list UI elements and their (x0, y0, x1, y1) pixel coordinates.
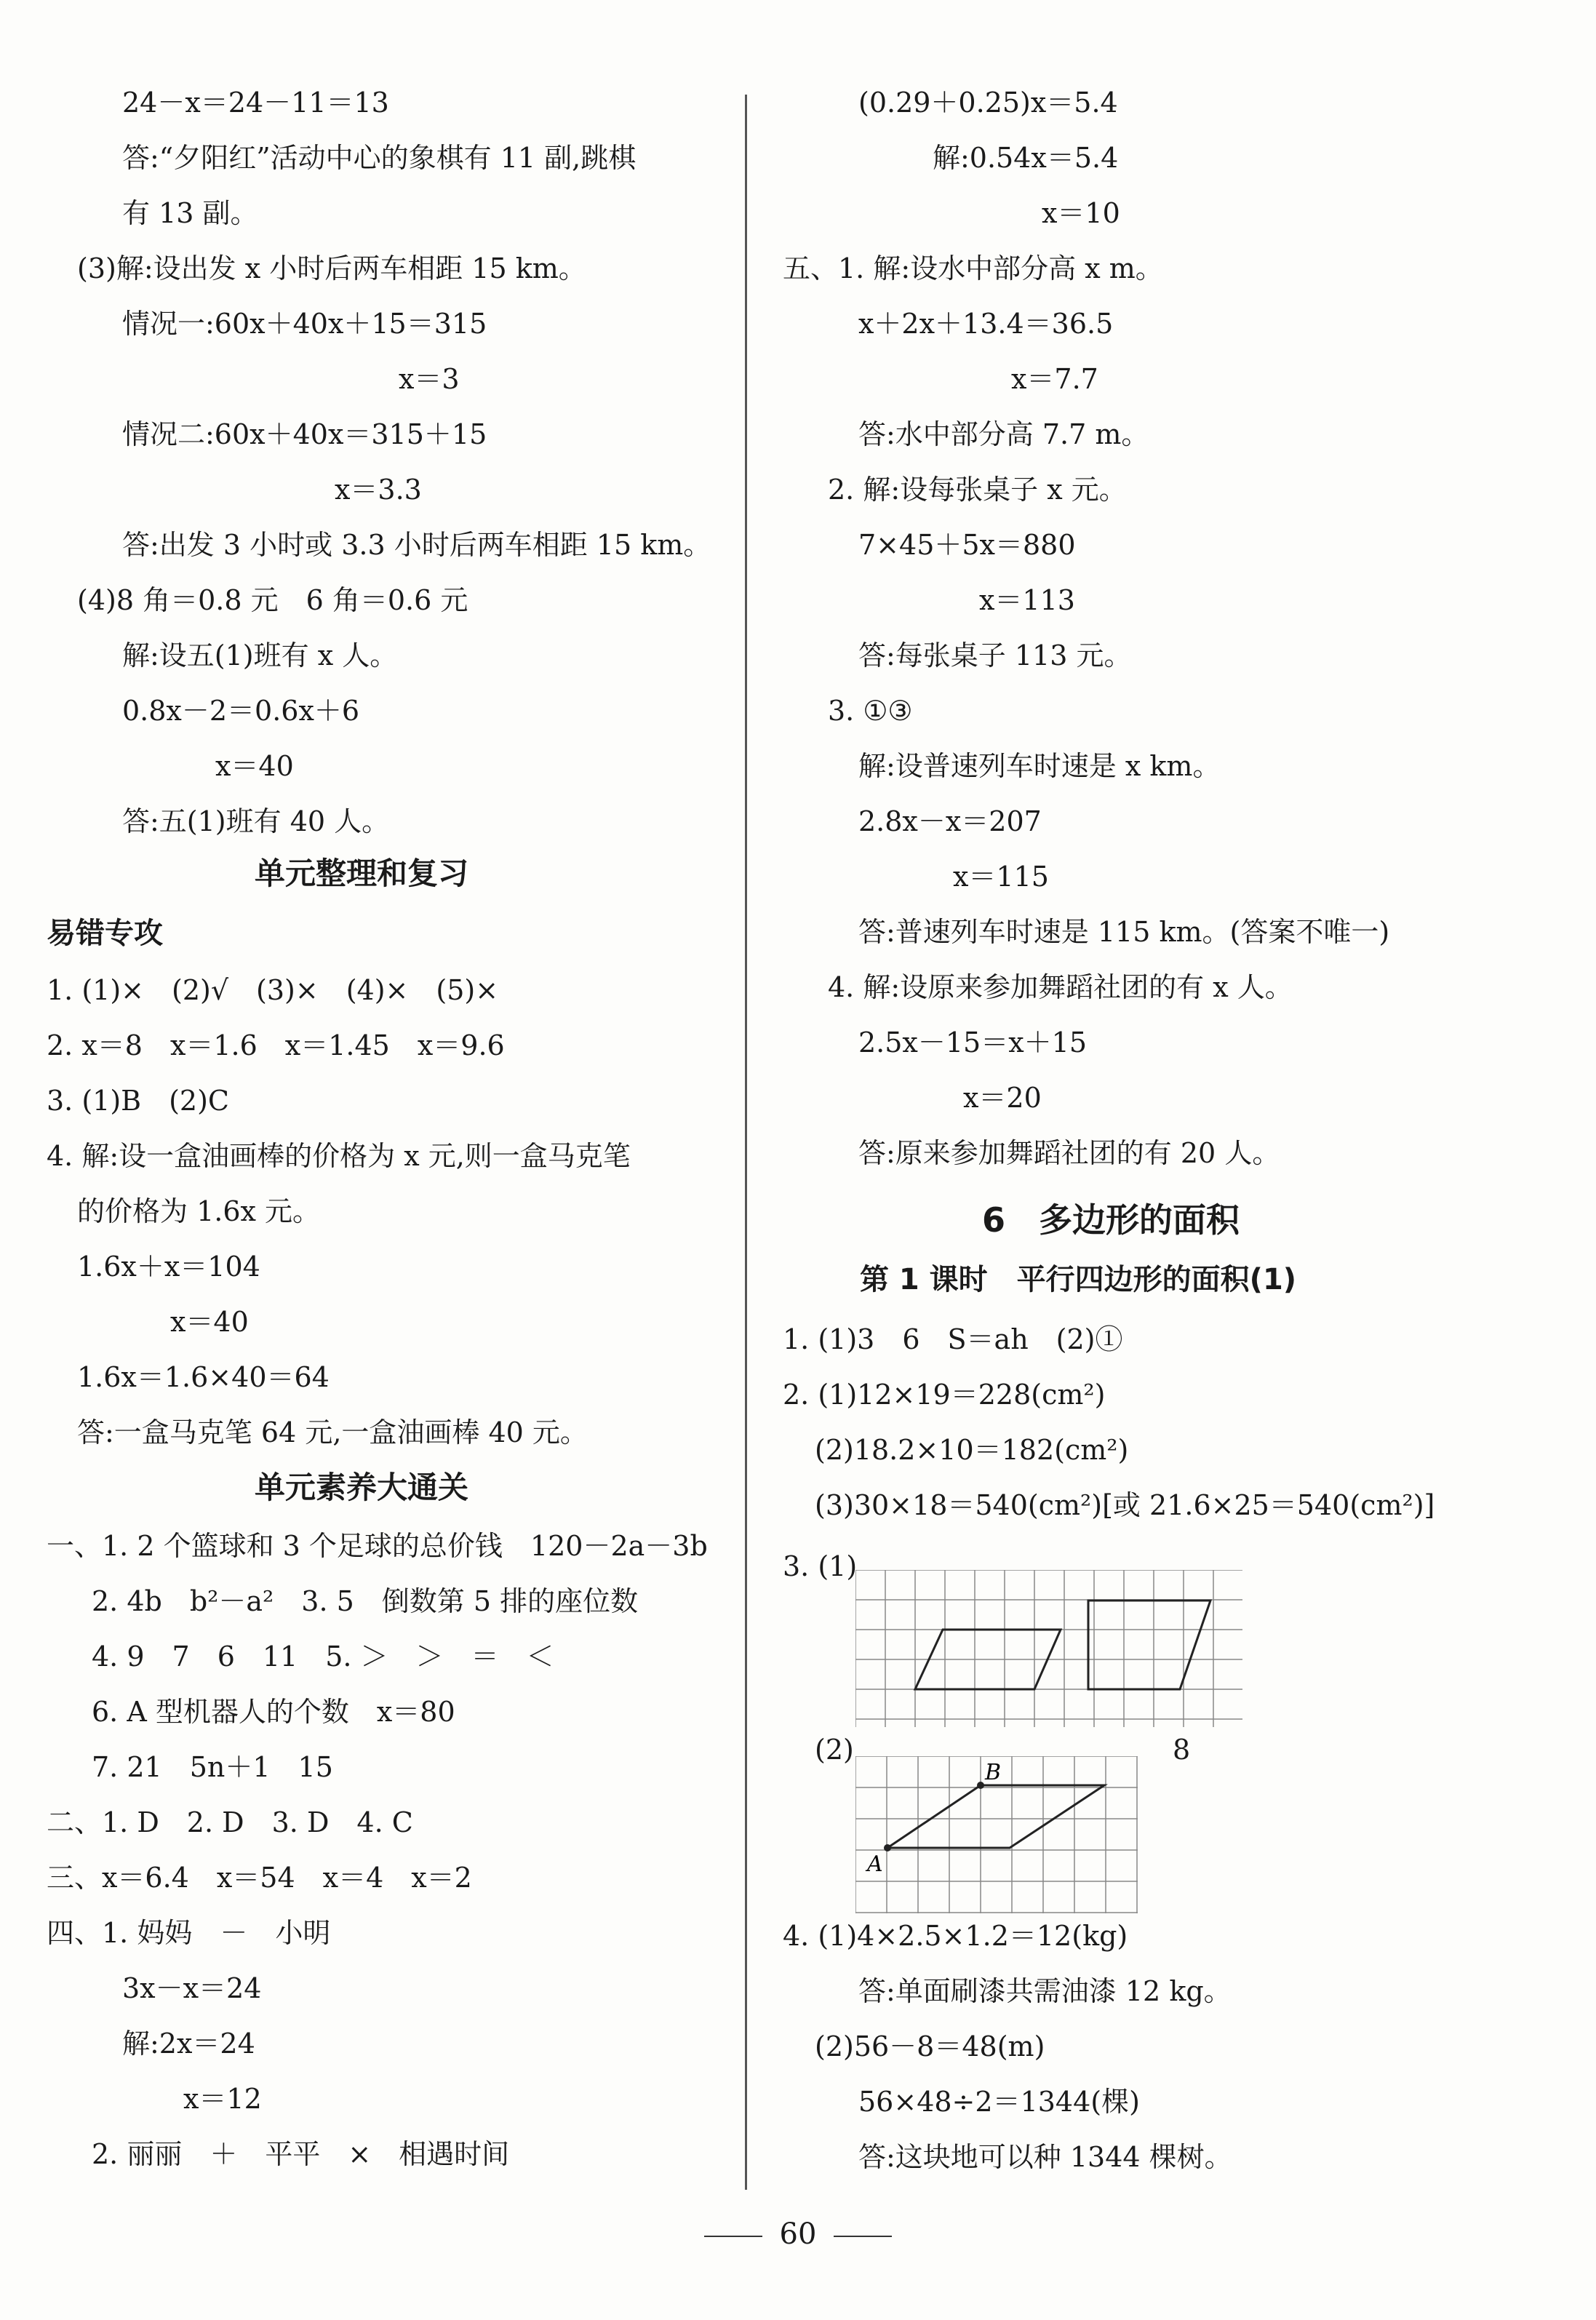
left-line: 情况二:60x＋40x＝315＋15 (122, 418, 487, 450)
page-number: 60 (779, 2217, 817, 2251)
right-line: 解:0.54x＝5.4 (933, 142, 1119, 174)
point-b-label: B (985, 1760, 1002, 1785)
left-line: x＝3 (399, 363, 460, 395)
left-line: 3x－x＝24 (122, 1972, 262, 2004)
page-footer (0, 2217, 1596, 2251)
left-line: 三、x＝6.4 x＝54 x＝4 x＝2 (47, 1862, 472, 1894)
left-line: x＝40 (215, 750, 294, 782)
point-a-label: A (867, 1851, 883, 1877)
right-line: 56×48÷2＝1344(棵) (858, 2086, 1140, 2118)
left-line: 3. (1)B (2)C (47, 1085, 229, 1117)
left-line: 1.6x＝1.6×40＝64 (77, 1361, 330, 1393)
right-line: 五、1. 解:设水中部分高 x m。 (783, 252, 1163, 284)
left-line: 6. A 型机器人的个数 x＝80 (92, 1696, 455, 1728)
left-line: 四、1. 妈妈 － 小明 (47, 1917, 331, 1949)
right-line: (2)56－8＝48(m) (815, 2030, 1045, 2062)
left-line: 4. 解:设一盒油画棒的价格为 x 元,则一盒马克笔 (47, 1140, 631, 1172)
right-line: x＋2x＋13.4＝36.5 (858, 308, 1114, 340)
right-line: 6 多边形的面积 (982, 1200, 1240, 1240)
left-line: 2. 4b b²－a² 3. 5 倒数第 5 排的座位数 (92, 1585, 639, 1617)
column-divider (745, 95, 747, 2190)
left-line: x＝40 (170, 1306, 249, 1338)
grid-figure-1 (855, 1570, 1244, 1731)
left-line: 解:设五(1)班有 x 人。 (122, 639, 398, 671)
left-line: 1. (1)× (2)√ (3)× (4)× (5)× (47, 974, 499, 1006)
right-line: 8 (1173, 1734, 1191, 1766)
left-line: 有 13 副。 (122, 197, 258, 229)
left-line: 一、1. 2 个篮球和 3 个足球的总价钱 120－2a－3b (47, 1530, 708, 1562)
left-line: 二、1. D 2. D 3. D 4. C (47, 1806, 413, 1838)
right-line: 3. (1) (783, 1550, 858, 1582)
right-line: 4. (1)4×2.5×1.2＝12(kg) (783, 1920, 1128, 1952)
right-line: 答:这块地可以种 1344 棵树。 (858, 2141, 1232, 2173)
left-line: 24－x＝24－11＝13 (122, 87, 389, 119)
left-line: 答:“夕阳红”活动中心的象棋有 11 副,跳棋 (122, 142, 637, 174)
left-line: 7. 21 5n＋1 15 (92, 1751, 333, 1783)
right-line: 答:水中部分高 7.7 m。 (858, 418, 1149, 450)
parallelogram-3 (887, 1785, 1104, 1848)
left-line: 答:一盒马克笔 64 元,一盒油画棒 40 元。 (77, 1416, 588, 1448)
left-line: x＝12 (183, 2083, 262, 2115)
left-line: 单元整理和复习 (255, 856, 469, 891)
right-line: 2.8x－x＝207 (858, 805, 1042, 837)
right-line: 第 1 课时 平行四边形的面积(1) (860, 1263, 1297, 1296)
left-line: (3)解:设出发 x 小时后两车相距 15 km。 (77, 252, 586, 284)
right-line: 2. 解:设每张桌子 x 元。 (828, 474, 1127, 506)
left-line: 单元素养大通关 (255, 1470, 469, 1505)
parallelogram-2 (1088, 1601, 1210, 1689)
right-line: 7×45＋5x＝880 (858, 529, 1076, 561)
left-line: 2. 丽丽 ＋ 平平 × 相遇时间 (92, 2138, 510, 2170)
right-line: x＝115 (953, 861, 1049, 893)
right-line: x＝20 (963, 1082, 1042, 1114)
left-line: 0.8x－2＝0.6x＋6 (122, 695, 360, 727)
right-line: 2.5x－15＝x＋15 (858, 1027, 1088, 1059)
right-line: 4. 解:设原来参加舞蹈社团的有 x 人。 (828, 971, 1293, 1003)
left-line: x＝3.3 (335, 474, 422, 506)
right-line: 2. (1)12×19＝228(cm²) (783, 1379, 1106, 1411)
left-line: 1.6x＋x＝104 (77, 1251, 260, 1283)
right-line: 1. (1)3 6 S＝ah (2)① (783, 1323, 1123, 1355)
left-line: 4. 9 7 6 11 5. ＞ ＞ ＝ ＜ (92, 1641, 554, 1673)
right-line: (3)30×18＝540(cm²)[或 21.6×25＝540(cm²)] (815, 1489, 1435, 1521)
left-line: (4)8 角＝0.8 元 6 角＝0.6 元 (77, 584, 468, 616)
left-line: 情况一:60x＋40x＋15＝315 (122, 308, 487, 340)
left-line: 2. x＝8 x＝1.6 x＝1.45 x＝9.6 (47, 1029, 505, 1061)
right-line: (0.29＋0.25)x＝5.4 (858, 87, 1118, 119)
grid-figure-2 (855, 1756, 1139, 1918)
right-line: 3. ①③ (828, 695, 913, 727)
left-line: 答:五(1)班有 40 人。 (122, 805, 390, 837)
left-line: 的价格为 1.6x 元。 (77, 1195, 321, 1227)
right-line: 答:普速列车时速是 115 km。(答案不唯一) (858, 916, 1390, 948)
right-line: 解:设普速列车时速是 x km。 (858, 750, 1221, 782)
left-line: 答:出发 3 小时或 3.3 小时后两车相距 15 km。 (122, 529, 711, 561)
left-line: 易错专攻 (47, 917, 163, 950)
right-line: 答:原来参加舞蹈社团的有 20 人。 (858, 1137, 1280, 1169)
right-line: (2) (815, 1734, 854, 1766)
right-line: 答:单面刷漆共需油漆 12 kg。 (858, 1975, 1232, 2007)
right-line: (2)18.2×10＝182(cm²) (815, 1434, 1129, 1466)
right-line: x＝10 (1042, 197, 1120, 229)
right-line: 答:每张桌子 113 元。 (858, 639, 1132, 671)
left-line: 解:2x＝24 (122, 2028, 255, 2060)
right-line: x＝7.7 (1011, 363, 1098, 395)
point-a-dot (884, 1844, 891, 1851)
point-b-dot (977, 1782, 984, 1789)
right-line: x＝113 (979, 584, 1075, 616)
